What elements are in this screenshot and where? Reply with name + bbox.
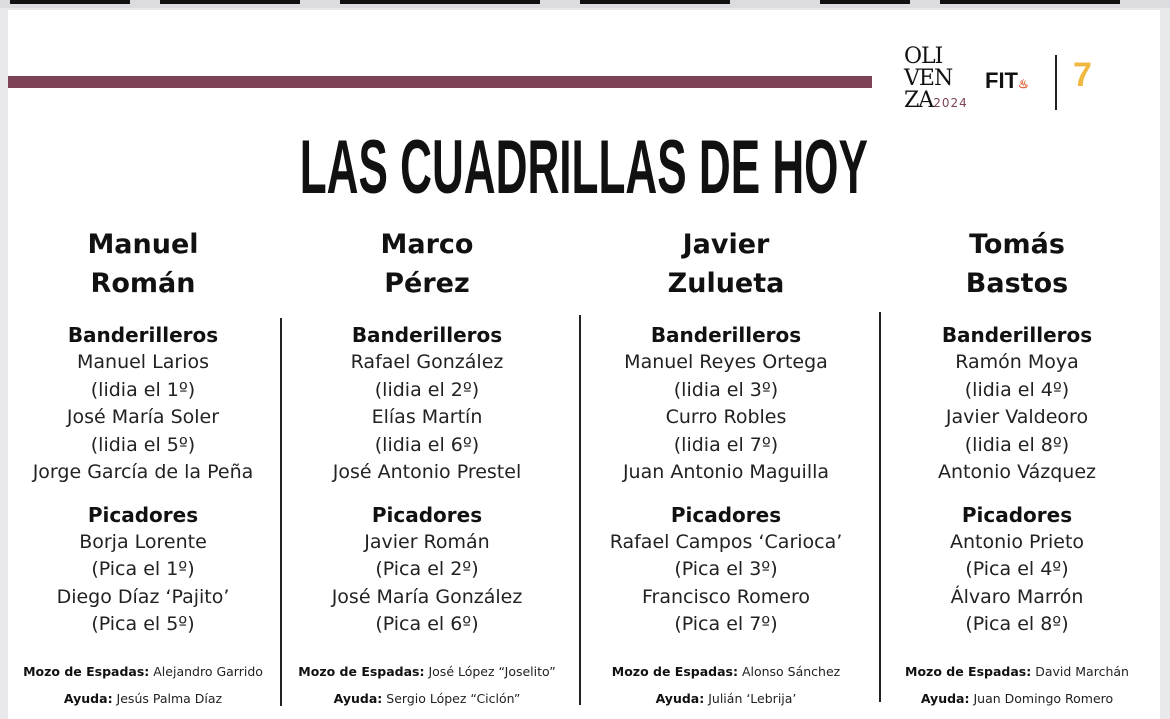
banderillero-item: (lidia el 3º) [673,378,779,401]
banderillero-item: José Antonio Prestel [332,461,522,483]
fit-text: FIT [985,68,1018,93]
picador-item: Álvaro Marrón [950,585,1084,608]
logo-year: 2024 [933,96,968,110]
cuadrilla-footer [581,658,871,712]
banderillero-item: Manuel Larios [77,351,209,373]
ayuda-label: Ayuda: [63,691,113,706]
mozo-value: José López “Joselito” [424,664,556,679]
header-bar [8,76,872,88]
ayuda-value: Sergio López “Ciclón” [382,691,521,706]
banderillero-item: (lidia el 8º) [964,433,1070,456]
matador-name: Javier [682,229,770,260]
logo-divider [1055,55,1057,110]
cuadrilla-footer [0,658,288,712]
picador-item: (Pica el 7º) [674,613,778,635]
ayuda-label: Ayuda: [655,691,705,706]
mozo-value: Alejandro Garrido [149,664,263,679]
banderillero-item: (lidia el 7º) [673,433,779,456]
banderillero-item: Elías Martín [371,406,483,428]
picador-item: (Pica el 8º) [965,613,1069,635]
picador-item: José María González [331,585,523,608]
matador-name: Marco [380,229,474,260]
picadores-heading: Picadores [371,502,483,527]
picador-item: Javier Román [364,530,490,553]
mozo-value: David Marchán [1031,664,1129,679]
cuadrilla-column [872,225,1162,639]
logo-line: VEN [904,66,953,91]
mozo-label: Mozo de Espadas: [298,664,425,679]
cuadrilla-footer [282,658,572,712]
page-title [8,125,1160,210]
cuadrilla-column [0,225,288,639]
picadores-heading: Picadores [670,502,782,527]
picador-item: (Pica el 3º) [674,558,778,580]
olivenza-logo [904,46,968,114]
page-number: 7 [1073,56,1092,94]
banderillero-item: José María Soler [66,406,220,428]
matador-name: Román [90,268,196,299]
picador-item: (Pica el 2º) [375,558,479,580]
banderillero-item: (lidia el 5º) [90,433,196,456]
ayuda-label: Ayuda: [333,691,383,706]
banderillero-item: Ramón Moya [955,351,1079,373]
mozo-label: Mozo de Espadas: [23,664,150,679]
mozo-value: Alonso Sánchez [737,664,841,679]
ayuda-value: Juan Domingo Romero [969,691,1114,706]
matador-name: Zulueta [667,268,785,299]
banderilleros-heading: Banderilleros [351,323,503,347]
banderillero-item: Juan Antonio Maguilla [622,461,830,483]
banderillero-item: (lidia el 4º) [964,378,1070,401]
picador-item: (Pica el 6º) [375,613,479,635]
flame-icon: ♨ [1018,77,1029,91]
cuadrilla-footer [872,658,1162,712]
banderillero-item: Rafael González [350,351,504,373]
picador-item: Francisco Romero [642,585,810,608]
matador-name: Pérez [384,268,470,299]
logo-line: ZA [904,88,934,113]
fit-logo [985,68,1029,94]
cuadrilla-column [282,225,572,639]
page [8,10,1160,719]
matador-name: Tomás [969,229,1065,260]
banderillero-item: Curro Robles [665,406,787,428]
banderillero-item: Jorge García de la Peña [32,461,254,483]
logo-line: OLI [904,44,943,69]
banderillero-item: (lidia el 6º) [374,433,480,456]
picador-item: Diego Díaz ‘Pajito’ [56,585,230,608]
banderillero-item: Antonio Vázquez [937,461,1096,483]
ayuda-value: Julián ‘Lebrija’ [704,691,797,706]
picador-item: Borja Lorente [79,530,207,553]
picador-item: Rafael Campos ‘Carioca’ [609,530,843,553]
picador-item: (Pica el 5º) [91,613,195,635]
mozo-label: Mozo de Espadas: [611,664,738,679]
banderillero-item: Javier Valdeoro [945,406,1089,428]
picadores-heading: Picadores [961,502,1073,527]
picadores-heading: Picadores [87,502,199,527]
banderillero-item: (lidia el 2º) [374,378,480,401]
cuadrilla-column [581,225,871,639]
picador-item: Antonio Prieto [949,530,1085,553]
matador-name: Manuel [87,229,199,260]
banderilleros-heading: Banderilleros [67,323,219,347]
banderillero-item: Manuel Reyes Ortega [624,351,828,373]
top-strip [0,0,1170,8]
banderillero-item: (lidia el 1º) [90,378,196,401]
matador-name: Bastos [965,268,1069,299]
ayuda-value: Jesús Palma Díaz [112,691,223,706]
picador-item: (Pica el 4º) [965,558,1069,580]
picador-item: (Pica el 1º) [91,558,195,580]
banderilleros-heading: Banderilleros [650,323,802,347]
title-text: LAS CUADRILLAS DE HOY [299,125,869,210]
mozo-label: Mozo de Espadas: [905,664,1032,679]
ayuda-label: Ayuda: [920,691,970,706]
banderilleros-heading: Banderilleros [941,323,1093,347]
